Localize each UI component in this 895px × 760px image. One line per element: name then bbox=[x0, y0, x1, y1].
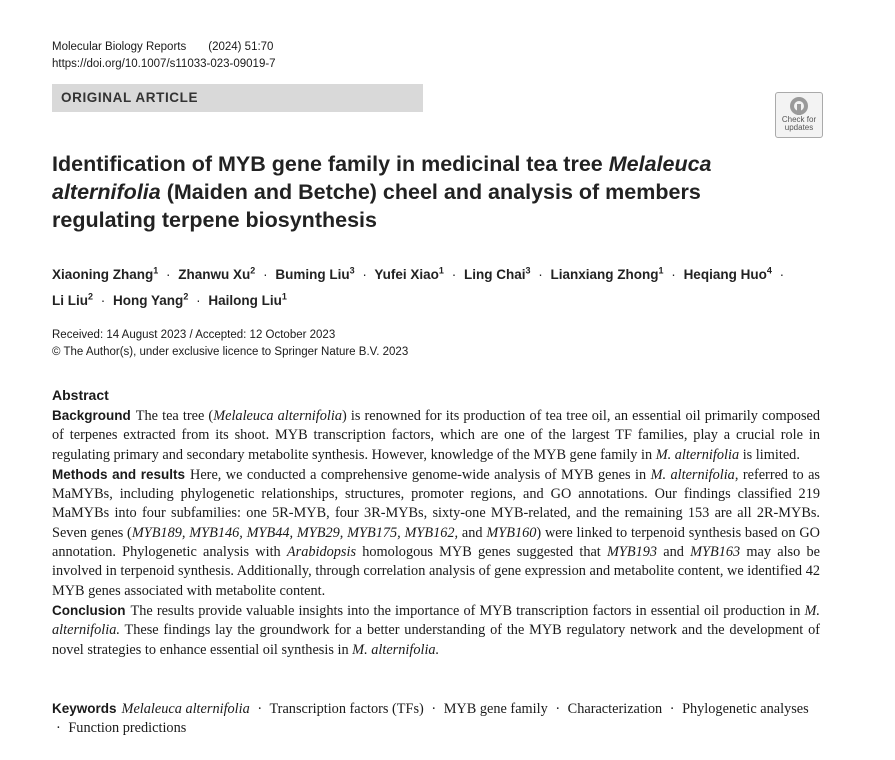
affiliation-number: 1 bbox=[438, 265, 444, 275]
abstract-background bbox=[52, 406, 820, 465]
received-accepted: Received: 14 August 2023 / Accepted: 12 October 2023 bbox=[52, 329, 336, 341]
article-type-badge bbox=[52, 84, 423, 112]
text-segment: The results provide valuable insights into the importance of MYB transcription factors in essential oil production in bbox=[130, 602, 805, 619]
keyword: Melaleuca alternifolia bbox=[121, 701, 250, 717]
text-segment: may also be involved in terpenoid synthesis. Additionally, through correlation analysis of gene expression and metabolite content, we identified 42 MYB genes associated with metabolite content. bbox=[52, 544, 820, 599]
affiliation-number: 4 bbox=[766, 265, 772, 275]
methods-text bbox=[52, 467, 820, 599]
author-separator: · bbox=[362, 266, 367, 282]
text-segment: ) were linked to terpenoid synthesis based on GO annotation. Phylogenetic analysis with bbox=[52, 524, 820, 561]
italic-text: Arabidopsis bbox=[286, 544, 357, 561]
text-segment: Here, we conducted a comprehensive genome-wide analysis of MYB genes in bbox=[190, 466, 651, 483]
affiliation-number: 1 bbox=[281, 291, 287, 302]
author-name: Lianxiang Zhong bbox=[550, 266, 659, 282]
author[interactable] bbox=[52, 267, 158, 282]
methods-heading: Methods and results bbox=[52, 466, 186, 482]
author-list bbox=[52, 259, 832, 312]
abstract-body bbox=[52, 406, 820, 660]
keyword-list bbox=[52, 701, 809, 736]
author[interactable] bbox=[275, 267, 354, 282]
text-segment: is limited. bbox=[739, 446, 800, 463]
keyword-separator: · bbox=[555, 701, 561, 717]
check-updates-line1: Check for bbox=[781, 115, 817, 124]
abstract-heading: Abstract bbox=[52, 387, 109, 403]
article-title bbox=[52, 150, 752, 234]
background-text bbox=[52, 408, 820, 463]
keywords bbox=[52, 699, 820, 739]
author[interactable] bbox=[113, 293, 188, 308]
author[interactable] bbox=[464, 267, 531, 282]
affiliation-number: 2 bbox=[88, 291, 94, 302]
check-for-updates-button[interactable] bbox=[775, 92, 823, 138]
italic-text: MYB163 bbox=[690, 544, 741, 561]
author-separator: · bbox=[538, 266, 543, 282]
italic-text: MYB189, MYB146, MYB44, MYB29, MYB175, MYB162, bbox=[131, 524, 459, 541]
journal-citation: (2024) 51:70 bbox=[208, 41, 274, 53]
author-separator: · bbox=[100, 293, 106, 308]
doi-link[interactable]: https://doi.org/10.1007/s11033-023-09019-7 bbox=[52, 58, 276, 70]
author-separator: · bbox=[166, 266, 171, 282]
conclusion-heading: Conclusion bbox=[52, 602, 126, 618]
author[interactable] bbox=[684, 267, 772, 282]
author-separator: · bbox=[671, 266, 676, 282]
affiliation-number: 2 bbox=[250, 265, 256, 275]
author-separator: · bbox=[779, 266, 785, 282]
keyword: MYB gene family bbox=[443, 701, 548, 717]
author-name: Yufei Xiao bbox=[374, 266, 439, 282]
author-name: Xiaoning Zhang bbox=[52, 266, 154, 282]
publication-dates bbox=[52, 327, 408, 361]
text-segment: These findings lay the groundwork for a better understanding of the MYB regulatory network and the development of novel strategies to enhance essential oil synthesis in bbox=[52, 622, 820, 658]
author[interactable] bbox=[52, 293, 93, 308]
text-segment: and bbox=[458, 524, 487, 541]
keyword: Transcription factors (TFs) bbox=[269, 701, 424, 717]
author-name: Hong Yang bbox=[113, 293, 184, 308]
journal-name: Molecular Biology Reports bbox=[52, 41, 187, 53]
title-part: Identification of MYB gene family in medicinal tea tree bbox=[52, 152, 609, 176]
author-separator: · bbox=[451, 266, 457, 282]
journal-info bbox=[52, 39, 276, 73]
keyword-separator: · bbox=[257, 701, 263, 717]
keyword-separator: · bbox=[669, 701, 675, 717]
italic-text: MYB193 bbox=[607, 544, 658, 561]
affiliation-number: 1 bbox=[153, 265, 159, 275]
title-part: (Maiden and Betche) cheel and analysis of members regulating terpene biosynthesis bbox=[52, 180, 701, 232]
keyword-separator: · bbox=[431, 701, 437, 717]
check-updates-line2: updates bbox=[784, 123, 814, 132]
affiliation-number: 2 bbox=[183, 291, 189, 302]
author[interactable] bbox=[208, 293, 287, 308]
italic-text: M. alternifolia. bbox=[52, 602, 820, 639]
background-heading: Background bbox=[52, 408, 131, 423]
italic-text: Melaleuca alternifolia bbox=[213, 408, 342, 424]
author-separator: · bbox=[196, 293, 201, 308]
author-name: Li Liu bbox=[52, 293, 88, 308]
text-segment: and bbox=[657, 544, 691, 561]
text-segment: , referred to as MaMYBs, including phylogenetic relationships, structures, promoter regions, and GO annotations. Our findings classified 219 MaMYBs into four subfamilies: one 5R-MYB, four 3R-MYBs, sixty-one MYB-related, and the remaining 153 are all 2R-MYBs. Seven genes ( bbox=[52, 466, 820, 541]
italic-text: M. alternifolia. bbox=[352, 641, 440, 658]
author-separator: · bbox=[263, 266, 268, 282]
abstract-methods bbox=[52, 465, 820, 601]
author-name: Heqiang Huo bbox=[683, 266, 767, 282]
author-name: Ling Chai bbox=[463, 266, 526, 282]
copyright-license: © The Author(s), under exclusive licence to Springer Nature B.V. 2023 bbox=[52, 346, 409, 358]
title-italic-species: Melaleuca alternifolia bbox=[52, 152, 712, 204]
journal-citation-line bbox=[52, 39, 276, 56]
author-name: Buming Liu bbox=[275, 266, 350, 282]
keyword: Function predictions bbox=[68, 720, 187, 737]
author[interactable] bbox=[551, 267, 664, 282]
keyword: Phylogenetic analyses bbox=[682, 701, 809, 717]
text-segment: ) is renowned for its production of tea tree oil, an essential oil primarily composed of terpenes extracted from its shoot. MYB transcription factors, which are one of the largest TF families, play a crucial role in regulating primary and secondary metabolite synthesis. However, knowledge of the MYB gene family in bbox=[52, 408, 820, 463]
author[interactable] bbox=[374, 267, 444, 282]
affiliation-number: 3 bbox=[349, 265, 355, 275]
italic-text: M. alternifolia bbox=[655, 446, 740, 463]
keyword: Characterization bbox=[567, 701, 663, 717]
abstract-conclusion bbox=[52, 601, 820, 660]
author-name: Zhanwu Xu bbox=[178, 266, 251, 282]
article-type-label: ORIGINAL ARTICLE bbox=[61, 90, 199, 105]
affiliation-number: 1 bbox=[658, 265, 664, 275]
crossmark-icon bbox=[789, 96, 809, 116]
author[interactable] bbox=[178, 267, 255, 282]
keyword-separator: · bbox=[56, 720, 61, 737]
keywords-heading: Keywords bbox=[52, 701, 117, 716]
conclusion-text bbox=[52, 603, 820, 658]
italic-text: M. alternifolia bbox=[650, 466, 735, 483]
italic-text: MYB160 bbox=[486, 524, 537, 541]
affiliation-number: 3 bbox=[525, 265, 531, 275]
text-segment: homologous MYB genes suggested that bbox=[356, 544, 607, 561]
text-segment: The tea tree ( bbox=[135, 408, 214, 424]
author-name: Hailong Liu bbox=[208, 293, 282, 308]
